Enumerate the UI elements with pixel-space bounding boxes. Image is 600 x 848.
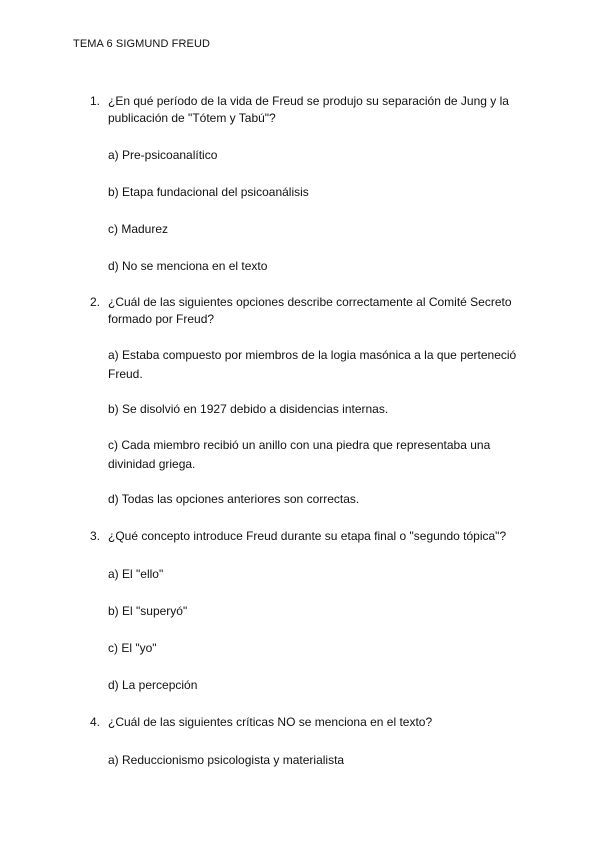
- question-4: [90, 714, 540, 731]
- question-3: [90, 528, 540, 545]
- question-3-option-b: b) El "superyó": [108, 604, 188, 618]
- question-text: ¿Qué concepto introduce Freud durante su etapa final o "segundo tópica"?: [108, 529, 507, 543]
- question-1-option-b: b) Etapa fundacional del psicoanálisis: [108, 185, 309, 199]
- question-2-option-d: d) Todas las opciones anteriores son correctas.: [108, 492, 360, 506]
- question-number: 3.: [90, 529, 101, 543]
- question-text: ¿Cuál de las siguientes críticas NO se menciona en el texto?: [108, 715, 433, 729]
- question-2-option-a: a) Estaba compuesto por miembros de la logia masónica a la que perteneció Freud.: [108, 348, 517, 381]
- question-number: 4.: [90, 715, 101, 729]
- question-4-option-a: a) Reduccionismo psicologista y materialista: [108, 753, 345, 767]
- question-1-option-a: a) Pre-psicoanalítico: [108, 148, 218, 162]
- question-3-option-a: a) El "ello": [108, 567, 164, 581]
- question-text: ¿En qué período de la vida de Freud se produjo su separación de Jung y la publicación de "Tótem y Tabú"?: [108, 94, 509, 125]
- question-1-option-c: c) Madurez: [108, 222, 169, 236]
- question-number: 2.: [90, 295, 101, 309]
- question-1-option-d: d) No se menciona en el texto: [108, 259, 268, 273]
- question-2: [90, 294, 540, 328]
- question-text: ¿Cuál de las siguientes opciones describe correctamente al Comité Secreto formado por Freud?: [108, 295, 512, 326]
- question-2-option-c: c) Cada miembro recibió un anillo con una piedra que representaba una divinidad griega.: [108, 438, 491, 471]
- question-3-option-d: d) La percepción: [108, 678, 198, 692]
- question-2-option-b: b) Se disolvió en 1927 debido a disidencias internas.: [108, 402, 389, 416]
- page-header: TEMA 6 SIGMUND FREUD: [73, 38, 211, 50]
- question-3-option-c: c) El "yo": [108, 641, 157, 655]
- question-1: [90, 93, 540, 127]
- question-number: 1.: [90, 94, 101, 108]
